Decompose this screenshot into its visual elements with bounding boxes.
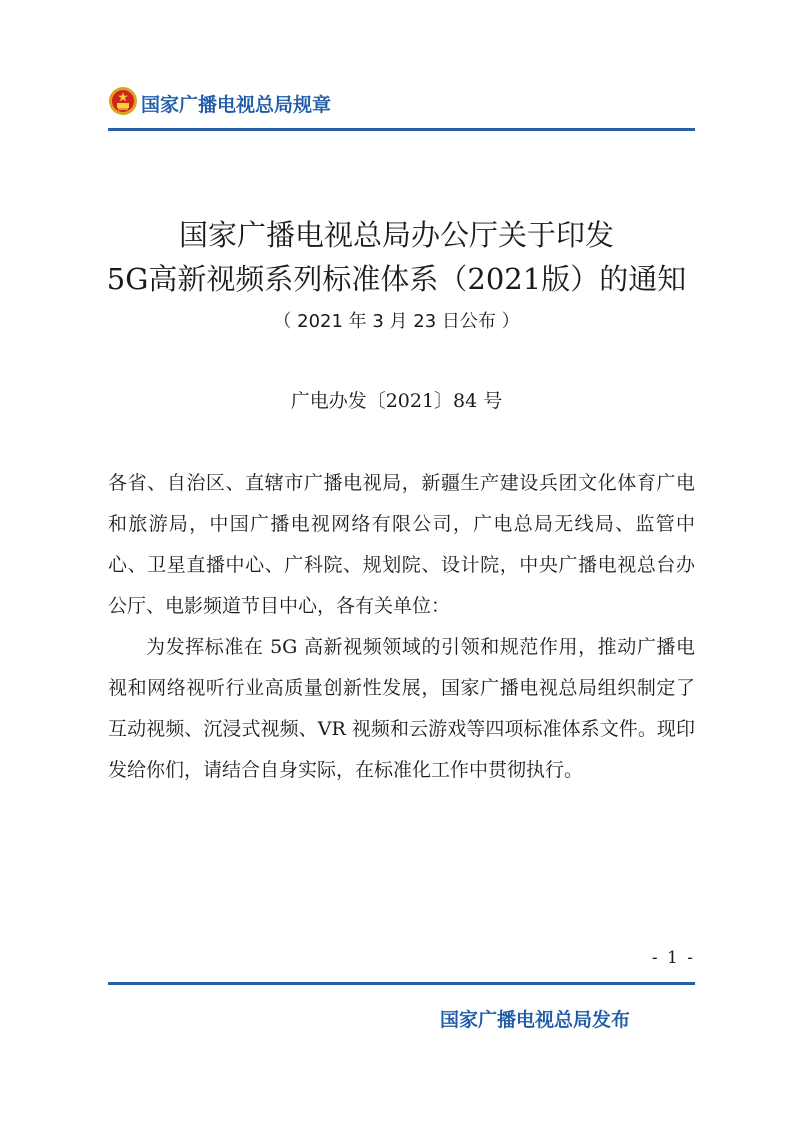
header-title: 国家广播电视总局规章	[141, 94, 332, 116]
footer-divider	[108, 982, 695, 985]
document-body	[108, 463, 695, 791]
header-divider	[108, 128, 695, 131]
document-title-line-1: 国家广播电视总局办公厅关于印发	[178, 218, 614, 252]
document-title-line-2: 5G高新视频系列标准体系（2021版）的通知	[106, 262, 687, 296]
page-number: - 1 -	[651, 948, 695, 968]
document-number: 广电办发〔2021〕84 号	[290, 390, 503, 412]
page-header	[108, 84, 695, 124]
body-paragraph: 为发挥标准在 5G 高新视频领域的引领和规范作用，推动广播电视和网络视听行业高质量创新性发展，国家广播电视总局组织制定了互动视频、沉浸式视频、VR 视频和云游戏等四项标准体系文件。现印发给你们，请结合自身实际，在标准化工作中贯彻执行。	[108, 636, 695, 781]
recipients-paragraph: 各省、自治区、直辖市广播电视局，新疆生产建设兵团文化体育广电和旅游局，中国广播电视网络有限公司，广电总局无线局、监管中心、卫星直播中心、广科院、规划院、设计院，中央广播电视总台办公厅、电影频道节目中心，各有关单位：	[108, 472, 695, 617]
national-emblem-icon	[108, 86, 138, 116]
publish-date: （ 2021 年 3 月 23 日公布 ）	[273, 311, 520, 332]
footer-publisher: 国家广播电视总局发布	[440, 1009, 631, 1031]
